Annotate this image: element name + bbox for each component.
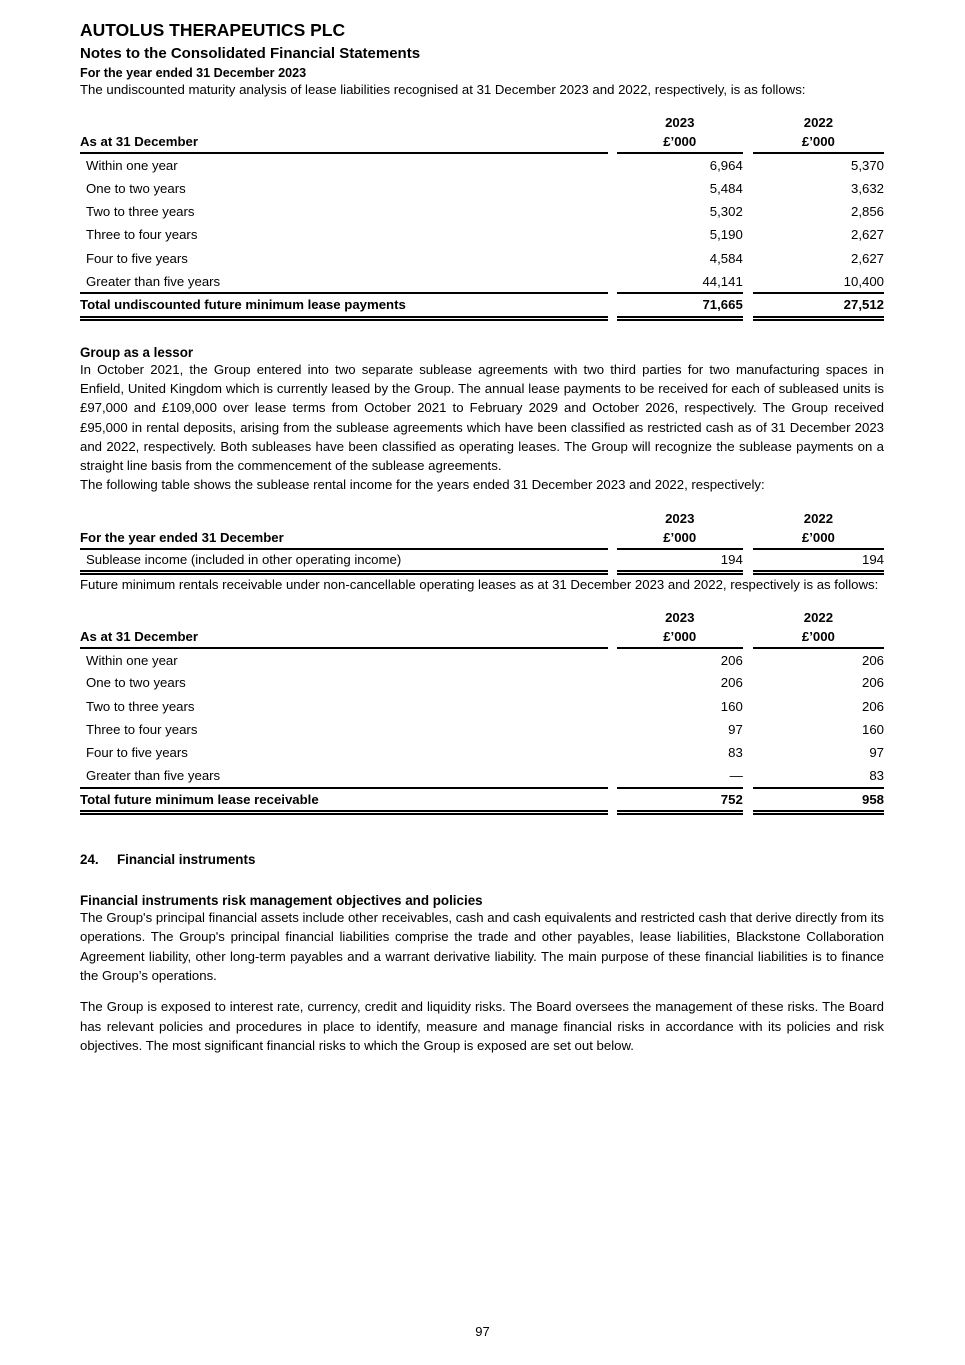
value-2023: 83 <box>728 745 743 761</box>
value-2022: 10,400 <box>843 273 884 289</box>
table-row <box>80 153 884 176</box>
maturity-table <box>80 108 884 320</box>
unit-2022: £’000 <box>753 625 884 648</box>
value-2023: 6,964 <box>709 158 743 174</box>
table-row <box>80 694 884 717</box>
receivable-table-unit-row <box>80 625 884 648</box>
row-label: Two to three years <box>86 204 195 220</box>
value-2023: — <box>729 768 743 783</box>
row-header-label: As at 31 December <box>80 625 608 648</box>
sublease-table-intro: The following table shows the sublease rental income for the years ended 31 December 2023 and 2022, respectively: <box>80 477 765 493</box>
sublease-table-year-row <box>80 504 884 526</box>
value-2022: 5,370 <box>850 158 884 174</box>
value-2023: 44,141 <box>702 273 743 289</box>
row-label: Within one year <box>86 652 178 668</box>
row-label: Two to three years <box>86 698 195 714</box>
risk-management-subheading: Financial instruments risk management objectives and policies <box>80 893 483 909</box>
row-label: One to two years <box>86 180 186 196</box>
period-subtitle: For the year ended 31 December 2023 <box>80 66 307 81</box>
total-2023: 71,665 <box>617 293 743 318</box>
row-label: Greater than five years <box>86 768 221 783</box>
value-2022: 3,632 <box>850 180 884 196</box>
value-2023: 194 <box>617 549 743 572</box>
value-2022: 206 <box>861 675 884 691</box>
maturity-table-year-row <box>80 108 884 130</box>
total-2023: 752 <box>617 788 743 813</box>
document-title: Notes to the Consolidated Financial Statements <box>80 45 421 63</box>
row-label: One to two years <box>86 675 186 691</box>
table-row <box>80 177 884 200</box>
value-2022: 194 <box>753 549 884 572</box>
value-2022: 97 <box>869 745 884 761</box>
row-label: Three to four years <box>86 721 198 737</box>
sublease-table-unit-row <box>80 526 884 549</box>
table-row <box>80 200 884 223</box>
total-label: Total future minimum lease receivable <box>80 788 608 813</box>
section-number: 24. <box>80 852 99 868</box>
table-row <box>80 223 884 246</box>
table-row <box>80 247 884 270</box>
sublease-income-table <box>80 504 884 575</box>
section-title: Financial instruments <box>117 852 256 868</box>
value-2022: 206 <box>861 652 884 668</box>
row-header-label: For the year ended 31 December <box>80 526 608 549</box>
table-row <box>80 718 884 741</box>
total-label: Total undiscounted future minimum lease payments <box>80 293 608 318</box>
table-row <box>80 648 884 671</box>
year-2023-header: 2023 <box>665 609 695 625</box>
unit-2023: £’000 <box>617 130 743 153</box>
value-2022: 2,627 <box>850 250 884 266</box>
value-2022: 2,856 <box>850 204 884 220</box>
value-2023: 4,584 <box>709 250 743 266</box>
unit-2022: £’000 <box>753 130 884 153</box>
section-24-heading <box>80 852 884 867</box>
row-label: Sublease income (included in other operating income) <box>80 549 608 572</box>
table-row <box>80 671 884 694</box>
intro-paragraph: The undiscounted maturity analysis of lease liabilities recognised at 31 December 2023 and 2022, respectively, is as follows: <box>80 82 806 98</box>
year-2022-header: 2022 <box>803 115 834 131</box>
value-2023: 5,484 <box>709 180 743 196</box>
table-row <box>80 549 884 572</box>
maturity-table-unit-row <box>80 130 884 153</box>
risk-paragraph-1: The Group's principal financial assets include other receivables, cash and cash equivalents and restricted cash that derive directly from its operations. The Group's principal financial liabilities comprise the trade and other payables, lease liabilities, Blackstone Collaboration Agreement liability, other long-term payables and a warrant derivative liability. The main purpose of these financial liabilities is to finance the Group’s operations. <box>80 910 884 984</box>
row-label: Three to four years <box>86 227 198 243</box>
risk-paragraph-2: The Group is exposed to interest rate, currency, credit and liquidity risks. The Board oversees the management of these risks. The Board has relevant policies and procedures in place to identify, measure and manage financial risks in accordance with its policies and risk objectives. The most significant financial risks to which the Group is exposed are set out below. <box>80 999 884 1053</box>
year-2022-header: 2022 <box>803 609 834 625</box>
value-2022: 160 <box>861 721 884 737</box>
table-row <box>80 270 884 293</box>
table-total-row <box>80 788 884 813</box>
row-label: Within one year <box>86 158 178 174</box>
table-total-row <box>80 293 884 318</box>
unit-2023: £’000 <box>617 625 743 648</box>
row-label: Four to five years <box>86 250 188 266</box>
receivable-intro: Future minimum rentals receivable under non-cancellable operating leases as at 31 December 2023 and 2022, respectively is as follows: <box>80 576 879 592</box>
year-2023-header: 2023 <box>665 115 695 131</box>
table-row <box>80 741 884 764</box>
page-number: 97 <box>475 1324 490 1339</box>
company-name: AUTOLUS THERAPEUTICS PLC <box>80 20 346 40</box>
lessor-paragraph: In October 2021, the Group entered into two separate sublease agreements with two third parties for two manufacturing spaces in Enfield, United Kingdom which is currently leased by the Group. The annual lease payments to be received for each of subleased units is £97,000 and £109,000 over lease terms from October 2021 to February 2029 and October 2026, respectively. The Group received £95,000 in rental deposits, arising from the sublease agreements which have been classified as restricted cash as of 31 December 2023 and 2022, respectively. Both subleases have been classified as operating leases. The Group will recognize the sublease payments on a straight line basis from the commencement of the sublease agreements. <box>80 361 884 474</box>
receivable-table-year-row <box>80 603 884 625</box>
value-2022: 2,627 <box>850 227 884 243</box>
table-row <box>80 764 884 787</box>
value-2022: 83 <box>869 768 884 783</box>
year-2022-header: 2022 <box>803 510 834 526</box>
row-label: Four to five years <box>86 745 188 761</box>
value-2023: 5,190 <box>709 227 743 243</box>
value-2023: 160 <box>720 698 743 714</box>
lessor-heading: Group as a lessor <box>80 344 194 360</box>
unit-2023: £’000 <box>617 526 743 549</box>
total-2022: 27,512 <box>753 293 884 318</box>
row-header-label: As at 31 December <box>80 130 608 153</box>
value-2022: 206 <box>861 698 884 714</box>
value-2023: 206 <box>720 675 743 691</box>
row-label: Greater than five years <box>86 273 221 289</box>
value-2023: 5,302 <box>709 204 743 220</box>
value-2023: 206 <box>720 652 743 668</box>
value-2023: 97 <box>728 721 743 737</box>
total-2022: 958 <box>753 788 884 813</box>
year-2023-header: 2023 <box>665 510 695 526</box>
receivable-table <box>80 603 884 815</box>
unit-2022: £’000 <box>753 526 884 549</box>
